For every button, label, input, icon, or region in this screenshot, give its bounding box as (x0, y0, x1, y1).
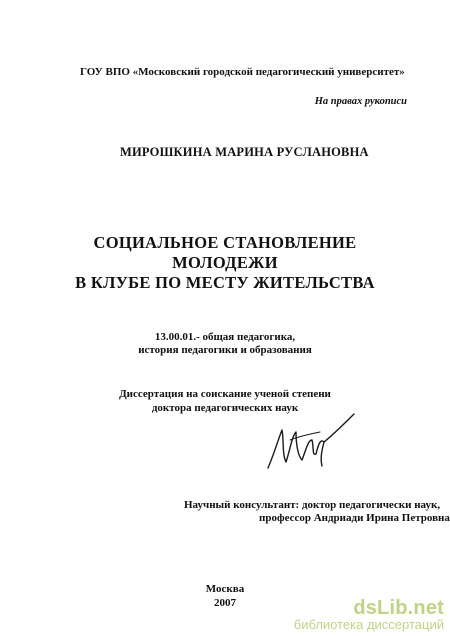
consultant-line-1: Научный консультант: доктор педагогически наук, (184, 499, 441, 511)
handwritten-signature (260, 410, 360, 475)
rights-note: На правах рукописи (314, 96, 407, 107)
degree-line-1: Диссертация на соискание ученой степени (119, 388, 331, 400)
watermark-logo: dsLib.net (353, 597, 444, 619)
degree-line-2: доктора педагогических наук (151, 402, 299, 414)
city: Москва (205, 583, 245, 595)
author-name: МИРОШКИНА МАРИНА РУСЛАНОВНА (120, 145, 369, 159)
title-line-2: МОЛОДЕЖИ (172, 253, 278, 272)
title-line-3: В КЛУБЕ ПО МЕСТУ ЖИТЕЛЬСТВА (75, 273, 375, 292)
watermark-subtitle: библиотека диссертаций (293, 617, 444, 632)
title-line-1: СОЦИАЛЬНОЕ СТАНОВЛЕНИЕ (93, 233, 357, 252)
institution-name: ГОУ ВПО «Московский городской педагогический университет» (80, 66, 405, 78)
specialty-line-2: история педагогики и образования (138, 344, 312, 356)
watermark (294, 597, 444, 632)
year: 2007 (214, 597, 236, 609)
specialty-line-1: 13.00.01.- общая педагогика, (154, 331, 296, 343)
consultant-line-2: профессор Андриади Ирина Петровна (259, 512, 450, 524)
